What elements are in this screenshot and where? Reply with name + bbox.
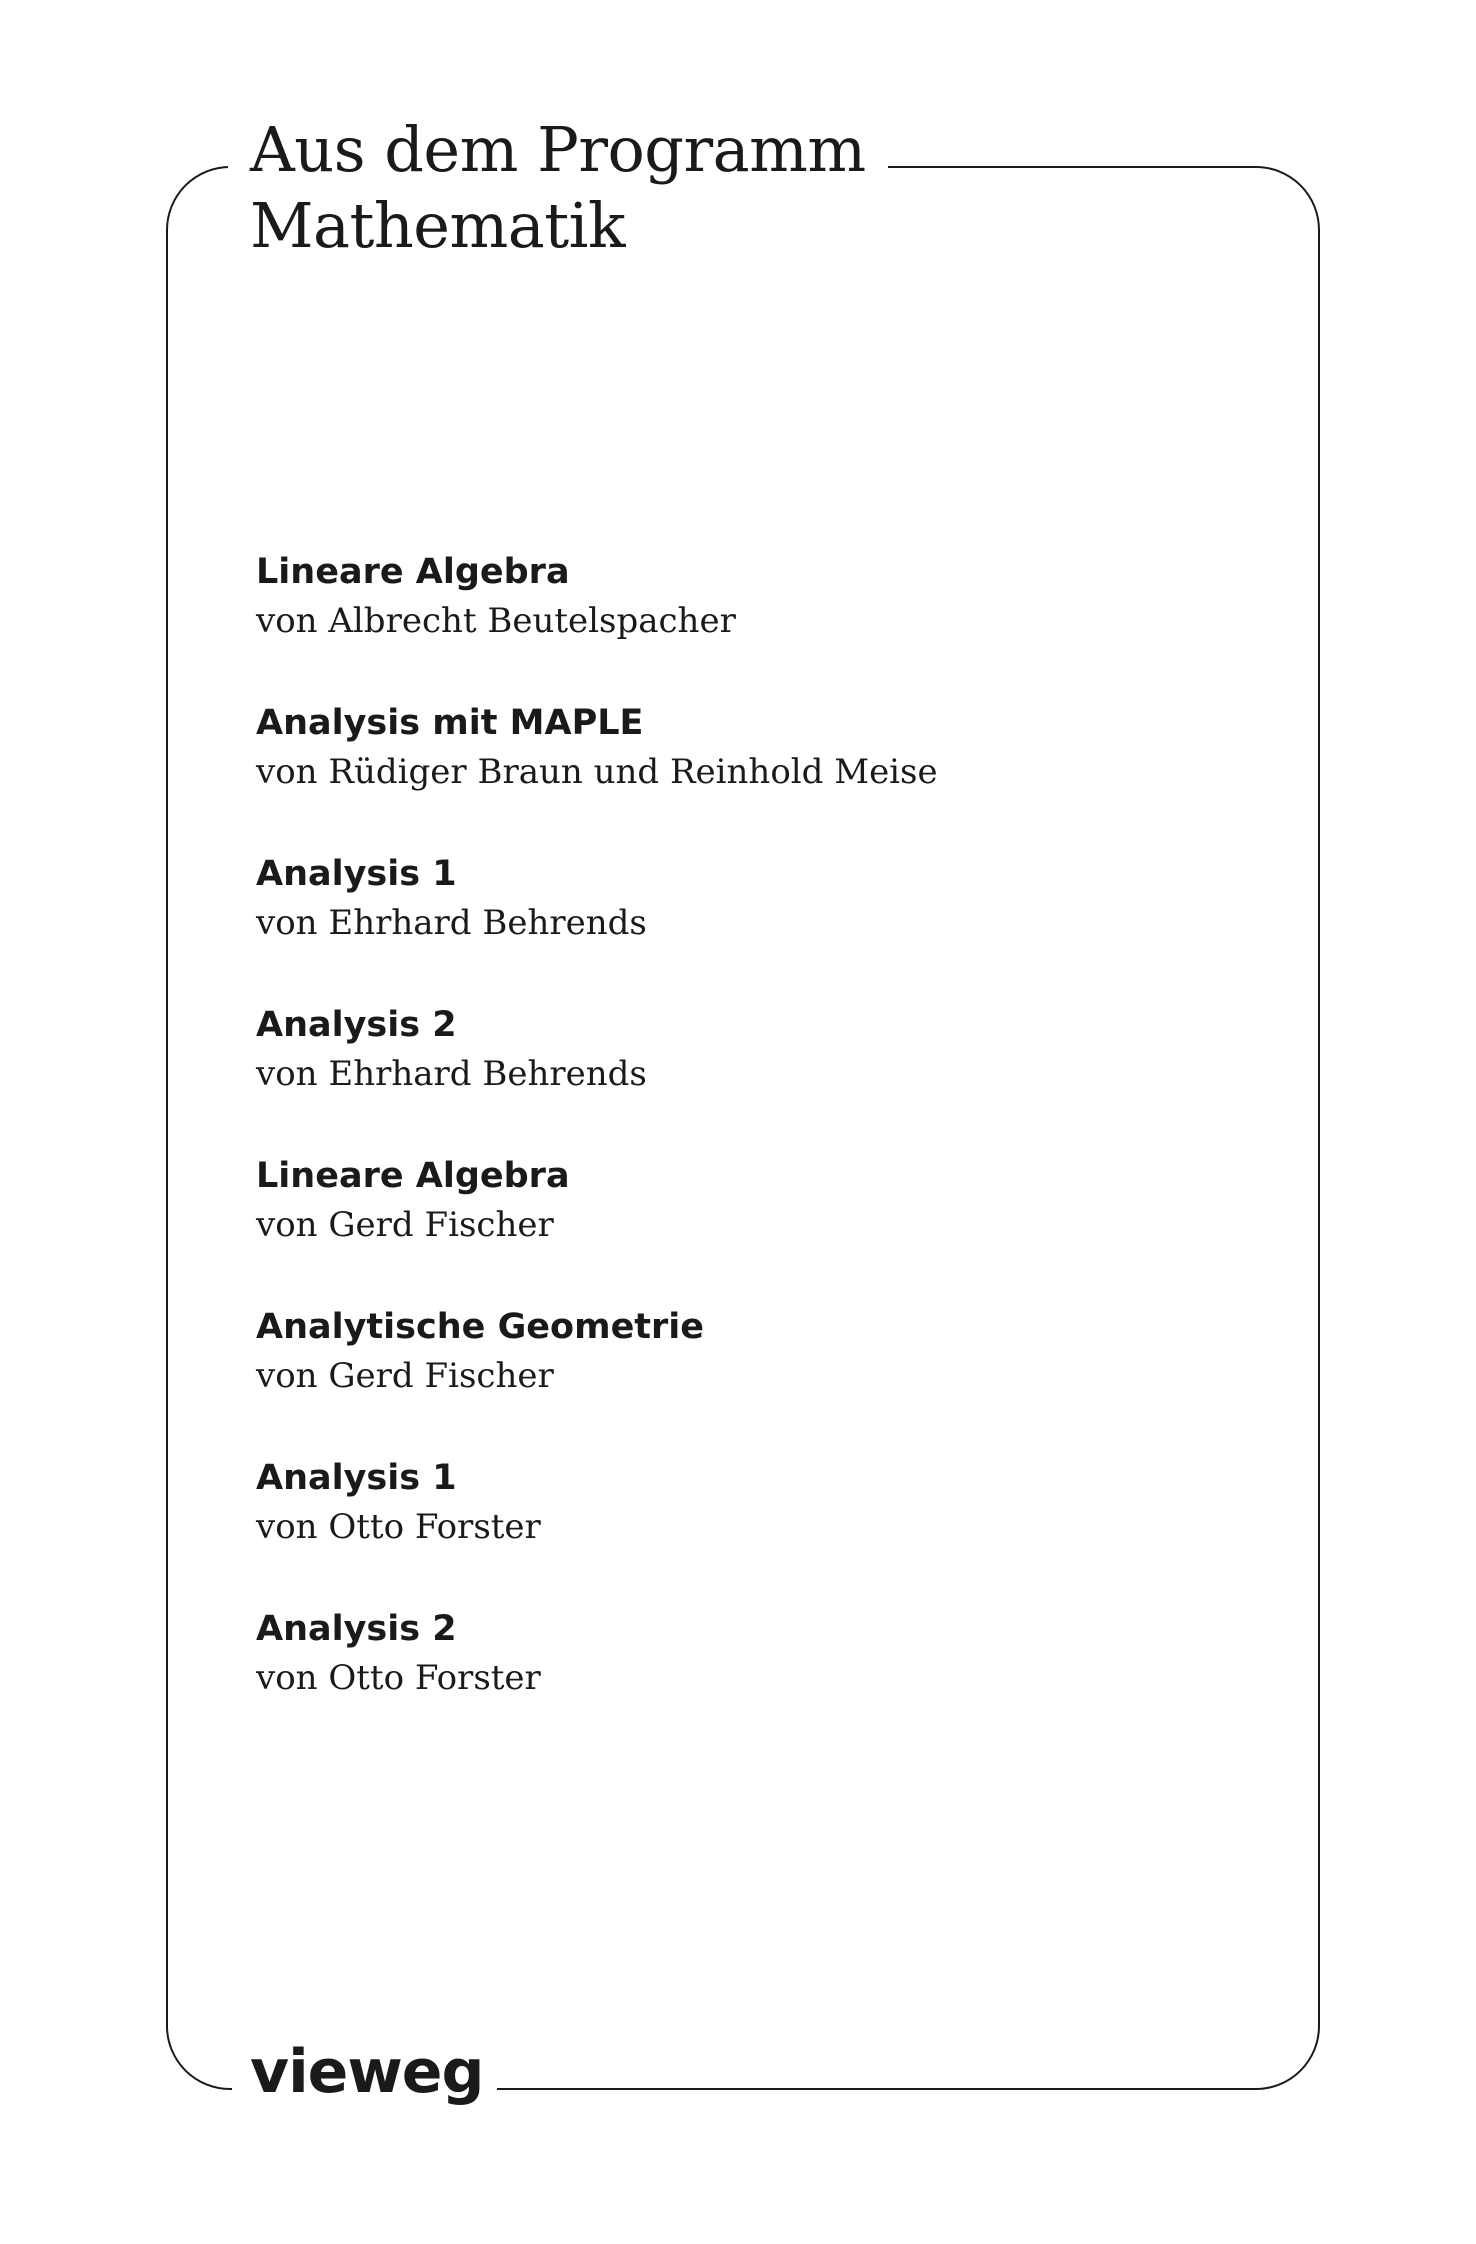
page-title xyxy=(228,112,888,270)
list-item xyxy=(256,699,1256,850)
list-item xyxy=(256,1303,1256,1454)
book-author: von Gerd Fischer xyxy=(256,1356,554,1396)
list-item xyxy=(256,1605,1256,1756)
book-author: von Ehrhard Behrends xyxy=(256,1054,647,1094)
list-item xyxy=(256,850,1256,1001)
book-title: Analysis 2 xyxy=(256,1005,457,1045)
book-title: Analytische Geometrie xyxy=(256,1307,705,1347)
book-title: Lineare Algebra xyxy=(256,1156,570,1196)
title-line-2: Mathematik xyxy=(250,189,626,262)
list-item xyxy=(256,1454,1256,1605)
book-title: Lineare Algebra xyxy=(256,552,570,592)
book-author: von Otto Forster xyxy=(256,1507,541,1547)
list-item xyxy=(256,1152,1256,1303)
list-item xyxy=(256,1001,1256,1152)
book-title: Analysis mit MAPLE xyxy=(256,703,644,743)
book-author: von Gerd Fischer xyxy=(256,1205,554,1245)
title-line-1: Aus dem Programm xyxy=(250,113,866,186)
book-title: Analysis 2 xyxy=(256,1609,457,1649)
book-title: Analysis 1 xyxy=(256,854,457,894)
book-author: von Rüdiger Braun und Reinhold Meise xyxy=(256,752,938,792)
publisher-logo: vieweg xyxy=(232,2036,497,2108)
book-list xyxy=(256,548,1256,1756)
list-item xyxy=(256,548,1256,699)
book-title: Analysis 1 xyxy=(256,1458,457,1498)
book-author: von Ehrhard Behrends xyxy=(256,903,647,943)
book-author: von Albrecht Beutelspacher xyxy=(256,601,736,641)
book-author: von Otto Forster xyxy=(256,1658,541,1698)
